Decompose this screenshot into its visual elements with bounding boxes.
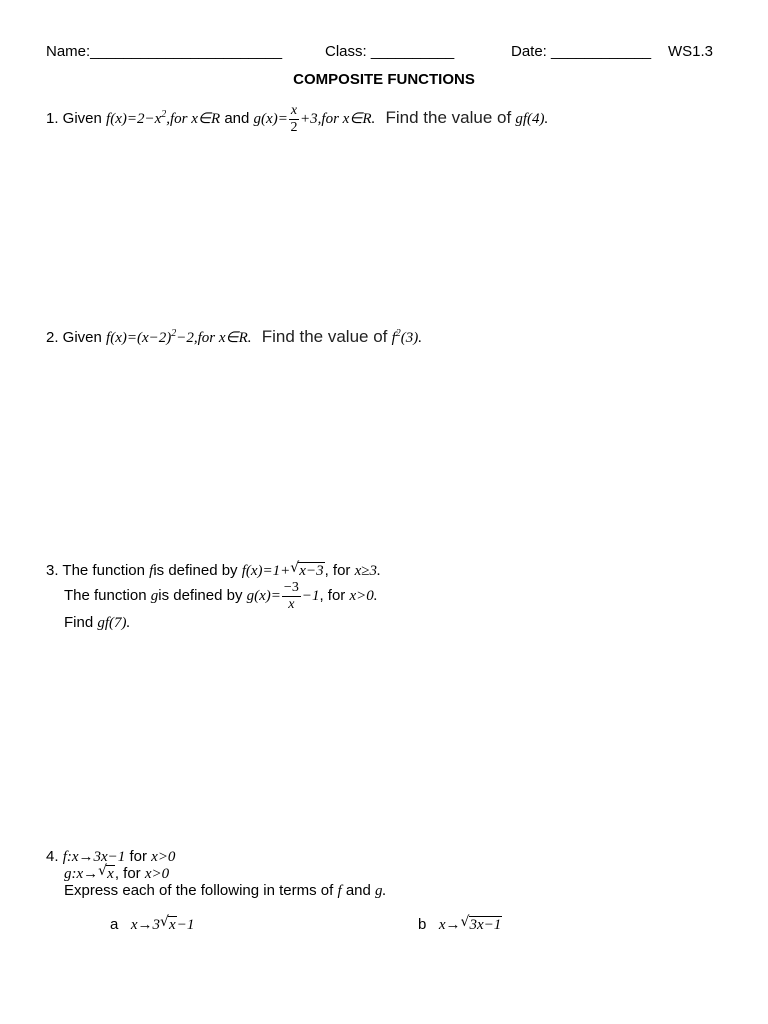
q2-target: $f^2(3)$. bbox=[391, 328, 422, 346]
page-title: COMPOSITE FUNCTIONS bbox=[293, 71, 475, 88]
question-3-line-1: 3. The function fis defined by f(x)=1+ √ x−3, for x≥3. bbox=[46, 560, 381, 579]
question-4-g: g:x→ √ x, for x>0 bbox=[64, 863, 170, 882]
q1-number: 1. Given bbox=[46, 109, 102, 127]
question-4-f: 4. f:x→3x−1 for x>0 bbox=[46, 848, 176, 865]
question-3-line-2: The function gis defined by g(x)= $\frac{-3}{x}$ −1, for x>0. bbox=[64, 580, 378, 612]
q2-f-def: $f(x)=(x-2)^2-2,for$ x∈R. bbox=[106, 328, 252, 346]
question-3-line-3: Find gf(7). bbox=[64, 614, 131, 631]
question-1 bbox=[46, 104, 548, 135]
question-4-part-b: b x→ √ 3x−1 bbox=[418, 914, 502, 933]
q2-number: 2. Given bbox=[46, 329, 102, 346]
question-4-instruction: Express each of the following in terms of f and g. bbox=[64, 882, 387, 899]
q1-and: and bbox=[224, 109, 250, 127]
worksheet-code: WS1.3 bbox=[668, 43, 714, 60]
q1-find: Find the value of bbox=[385, 107, 512, 127]
q1-f-def: $f(x)=2-x^2,for$ x∈R bbox=[106, 108, 221, 127]
question-2 bbox=[46, 327, 422, 347]
q1-g-def: g(x)= $\frac{x}{2}$ +3,for x∈R. bbox=[253, 103, 376, 135]
q1-target: gf(4). bbox=[515, 110, 549, 127]
q2-find: Find the value of bbox=[261, 327, 388, 346]
name-field: Name:_______________________ bbox=[46, 43, 283, 60]
question-4-part-a: a x→3 √ x−1 bbox=[110, 914, 195, 933]
date-field: Date: ____________ bbox=[511, 43, 652, 60]
class-field: Class: __________ bbox=[325, 43, 455, 60]
